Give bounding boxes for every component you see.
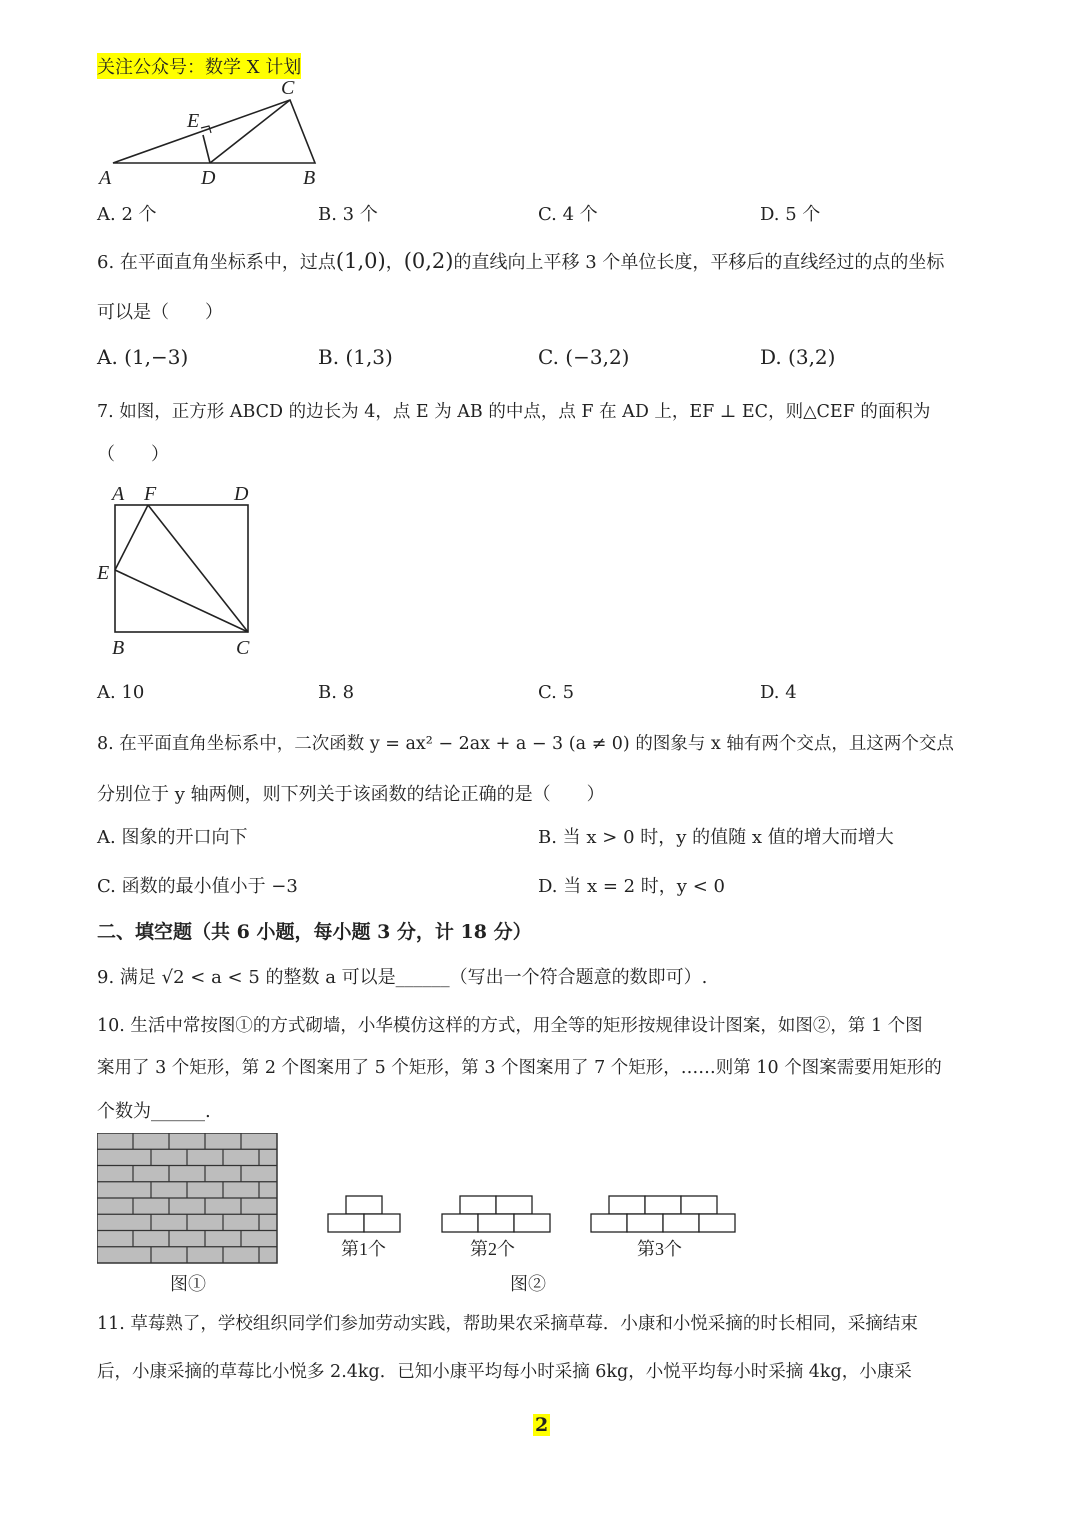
q8-line2: 分别位于 y 轴两侧，则下列关于该函数的结论正确的是（ ）	[97, 784, 605, 805]
q7-line2: （ ）	[97, 444, 169, 465]
pattern-1-label: 第1个	[341, 1239, 386, 1259]
label-d: D	[234, 483, 249, 505]
label-d: D	[201, 167, 216, 189]
fig2-caption: 图②	[510, 1274, 546, 1295]
q10-line1: 10. 生活中常按图①的方式砌墙，小华模仿这样的方式，用全等的矩形按规律设计图案，如图②，第 1 个图	[97, 1016, 923, 1036]
square-abcd	[115, 505, 248, 632]
pattern-3-label: 第3个	[637, 1239, 682, 1259]
q6-point2: (0,2)	[403, 249, 454, 273]
q7-option-c: C. 5	[538, 682, 575, 703]
q6-line2: 可以是（ ）	[97, 302, 223, 323]
brick-wall-figure	[97, 1133, 279, 1265]
label-c: C	[236, 637, 250, 659]
triangle-abc	[113, 100, 315, 163]
segment-de	[203, 135, 210, 163]
label-e: E	[187, 110, 200, 132]
q10-line2: 案用了 3 个矩形，第 2 个图案用了 5 个矩形，第 3 个图案用了 7 个矩形，……则第 10 个图案需要用矩形的	[97, 1058, 942, 1078]
pattern-figure	[325, 1190, 745, 1265]
q5-triangle-figure	[95, 72, 335, 192]
q6-option-c: C. (−3,2)	[538, 345, 630, 369]
label-c: C	[281, 77, 295, 99]
q7-line1: 7. 如图，正方形 ABCD 的边长为 4，点 E 为 AB 的中点，点 F 在 AD 上，EF ⊥ EC，则△CEF 的面积为	[97, 402, 931, 422]
pattern-2-label: 第2个	[470, 1239, 515, 1259]
segment-fc	[148, 505, 248, 632]
q7-square-figure	[92, 480, 267, 662]
q6-line1-b: 的直线向上平移 3 个单位长度，平移后的直线经过的点的坐标	[453, 252, 945, 273]
q8-option-b: B. 当 x > 0 时，y 的值随 x 值的增大而增大	[538, 827, 894, 848]
label-e: E	[97, 562, 110, 584]
label-b: B	[112, 637, 125, 659]
q8-option-c: C. 函数的最小值小于 −3	[97, 876, 298, 897]
q9-text: 9. 满足 √2 < a < 5 的整数 a 可以是______（写出一个符合题意的数即可）.	[97, 967, 708, 988]
label-b: B	[303, 167, 316, 189]
q6-point1: (1,0)	[335, 249, 386, 273]
q7-option-a: A. 10	[97, 682, 145, 703]
q10-line3: 个数为______.	[97, 1101, 211, 1122]
header-note: 关注公众号：数学 X 计划	[97, 53, 301, 79]
pattern-2	[442, 1196, 550, 1232]
segment-ec	[115, 570, 248, 632]
q6-option-a: A. (1,−3)	[97, 345, 189, 369]
label-a: A	[112, 483, 125, 505]
q7-option-b: B. 8	[318, 682, 355, 703]
segment-dc	[210, 100, 290, 163]
q6-option-d: D. (3,2)	[760, 345, 836, 369]
q5-option-d: D. 5 个	[760, 204, 821, 225]
q6-option-b: B. (1,3)	[318, 345, 393, 369]
label-a: A	[99, 167, 112, 189]
q11-line1: 11. 草莓熟了，学校组织同学们参加劳动实践，帮助果农采摘草莓．小康和小悦采摘的时长相同，采摘结束	[97, 1314, 918, 1334]
q5-option-c: C. 4 个	[538, 204, 598, 225]
q8-option-d: D. 当 x = 2 时，y < 0	[538, 876, 725, 897]
q8-option-a: A. 图象的开口向下	[97, 827, 248, 848]
q6-line1-a: 6. 在平面直角坐标系中，过点	[97, 252, 336, 273]
q8-line1: 8. 在平面直角坐标系中，二次函数 y = ax² − 2ax + a − 3 (a ≠ 0) 的图象与 x 轴有两个交点，且这两个交点	[97, 734, 954, 754]
pattern-3	[591, 1196, 735, 1232]
pattern-1	[328, 1196, 400, 1232]
fig1-caption: 图①	[170, 1274, 206, 1295]
q11-line2: 后，小康采摘的草莓比小悦多 2.4kg．已知小康平均每小时采摘 6kg，小悦平均每小时采摘 4kg，小康采	[97, 1362, 912, 1382]
section2-title: 二、填空题（共 6 小题，每小题 3 分，计 18 分）	[97, 921, 532, 943]
page-number: 2	[535, 1414, 549, 1436]
q5-option-b: B. 3 个	[318, 204, 378, 225]
q5-option-a: A. 2 个	[97, 204, 157, 225]
label-f: F	[144, 483, 157, 505]
q7-option-d: D. 4	[760, 682, 797, 703]
segment-ef	[115, 505, 148, 570]
q6-line1: 6. 在平面直角坐标系中，过点(1,0)，(0,2)的直线向上平移 3 个单位长度，平移后的直线经过的点的坐标	[97, 249, 945, 273]
